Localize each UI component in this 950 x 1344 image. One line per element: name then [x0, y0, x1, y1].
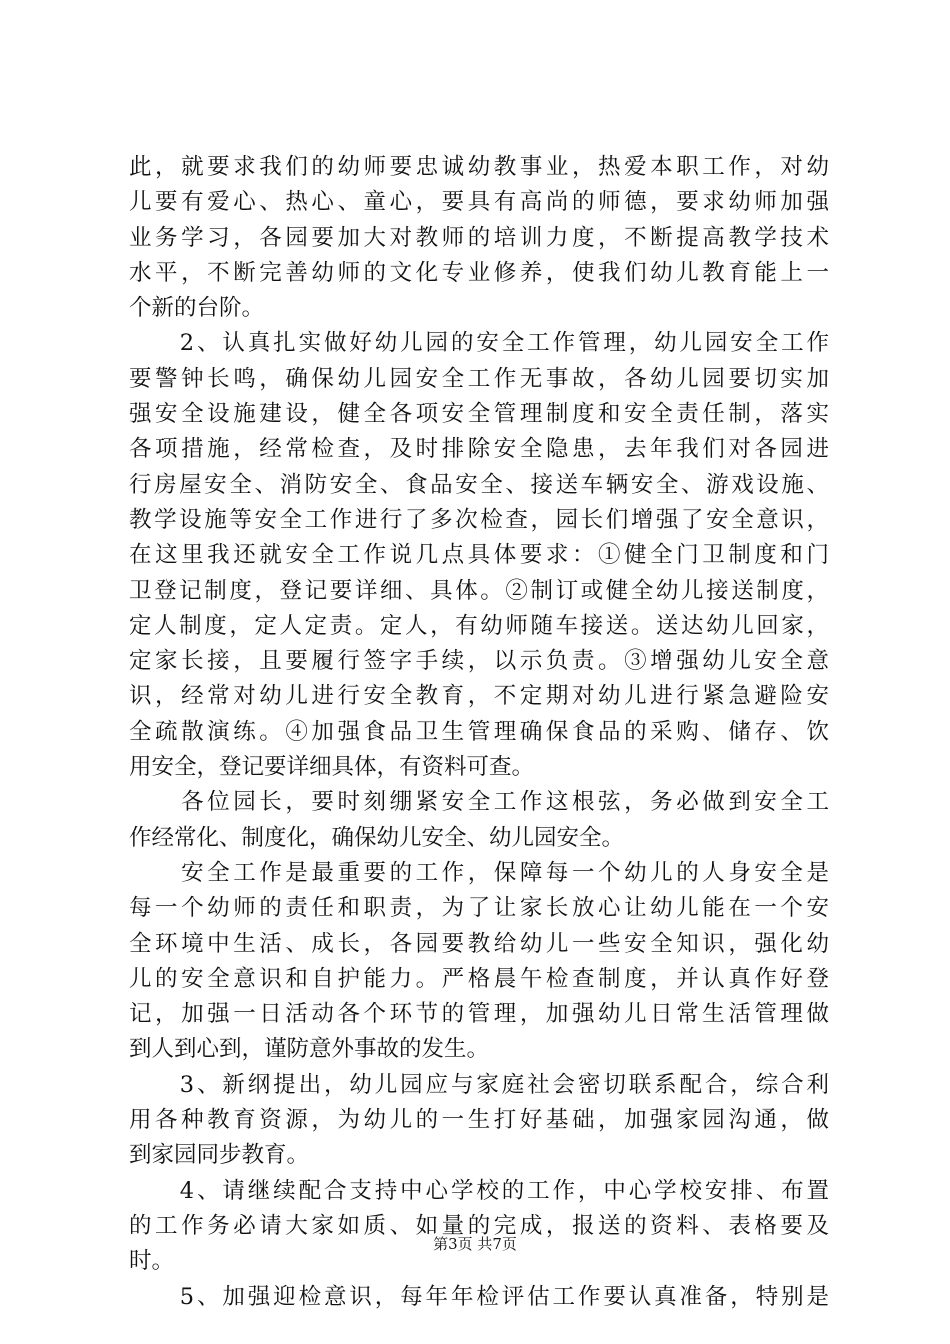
- text-line: 儿的安全意识和自护能力。严格晨午检查制度，并认真作好登: [129, 965, 829, 992]
- text-line: 强安全设施建设，健全各项安全管理制度和安全责任制，落实: [129, 401, 829, 428]
- text-line: 用安全，登记要详细具体，有资料可查。: [129, 754, 535, 781]
- text-line: 时。: [129, 1248, 175, 1275]
- page-footer: 第3页 共7页: [433, 1235, 517, 1253]
- text-line: 2、认真扎实做好幼儿园的安全工作管理，幼儿园安全工作: [129, 330, 829, 357]
- text-line: 全疏散演练。④加强食品卫生管理确保食品的采购、储存、饮: [129, 718, 829, 745]
- text-line: 定人制度，定人定责。定人，有幼师随车接送。送达幼儿回家，: [129, 612, 829, 639]
- text-line: 每一个幼师的责任和职责，为了让家长放心让幼儿能在一个安: [129, 895, 829, 922]
- text-line: 到家园同步教育。: [129, 1142, 310, 1169]
- text-line: 教学设施等安全工作进行了多次检查，园长们增强了安全意识，: [129, 506, 829, 533]
- text-line: 4、请继续配合支持中心学校的工作，中心学校安排、布置: [129, 1177, 829, 1204]
- text-line: 全环境中生活、成长，各园要教给幼儿一些安全知识，强化幼: [129, 930, 829, 957]
- text-line: 各项措施，经常检查，及时排除安全隐患，去年我们对各园进: [129, 436, 829, 463]
- document-body: [129, 150, 829, 1315]
- text-line: 定家长接，且要履行签字手续，以示负责。③增强幼儿安全意: [129, 648, 829, 675]
- text-line: 安全工作是最重要的工作，保障每一个幼儿的人身安全是: [129, 859, 829, 886]
- text-line: 用各种教育资源，为幼儿的一生打好基础，加强家园沟通，做: [129, 1107, 829, 1134]
- text-line: 个新的台阶。: [129, 295, 265, 322]
- text-line: 业务学习，各园要加大对教师的培训力度，不断提高教学技术: [129, 224, 829, 251]
- text-line: 记，加强一日活动各个环节的管理，加强幼儿日常生活管理做: [129, 1001, 829, 1028]
- text-line: 行房屋安全、消防安全、食品安全、接送车辆安全、游戏设施、: [129, 471, 829, 498]
- text-line: 的工作务必请大家如质、如量的完成，报送的资料、表格要及: [129, 1212, 829, 1239]
- text-line: 要警钟长鸣，确保幼儿园安全工作无事故，各幼儿园要切实加: [129, 365, 829, 392]
- text-line: 识，经常对幼儿进行安全教育，不定期对幼儿进行紧急避险安: [129, 683, 829, 710]
- text-line: 作经常化、制度化，确保幼儿安全、幼儿园安全。: [129, 824, 625, 851]
- text-line: 到人到心到，谨防意外事故的发生。: [129, 1036, 490, 1063]
- text-line: 各位园长，要时刻绷紧安全工作这根弦，务必做到安全工: [129, 789, 829, 816]
- text-line: 在这里我还就安全工作说几点具体要求：①健全门卫制度和门: [129, 542, 829, 569]
- text-line: 3、新纲提出，幼儿园应与家庭社会密切联系配合，综合利: [129, 1071, 829, 1098]
- text-line: 水平，不断完善幼师的文化专业修养，使我们幼儿教育能上一: [129, 259, 829, 286]
- text-line: 卫登记制度，登记要详细、具体。②制订或健全幼儿接送制度，: [129, 577, 829, 604]
- text-line: 此，就要求我们的幼师要忠诚幼教事业，热爱本职工作，对幼: [129, 154, 829, 180]
- text-line: 儿要有爱心、热心、童心，要具有高尚的师德，要求幼师加强: [129, 189, 829, 216]
- text-line: 5、加强迎检意识，每年年检评估工作要认真准备，特别是: [129, 1283, 829, 1310]
